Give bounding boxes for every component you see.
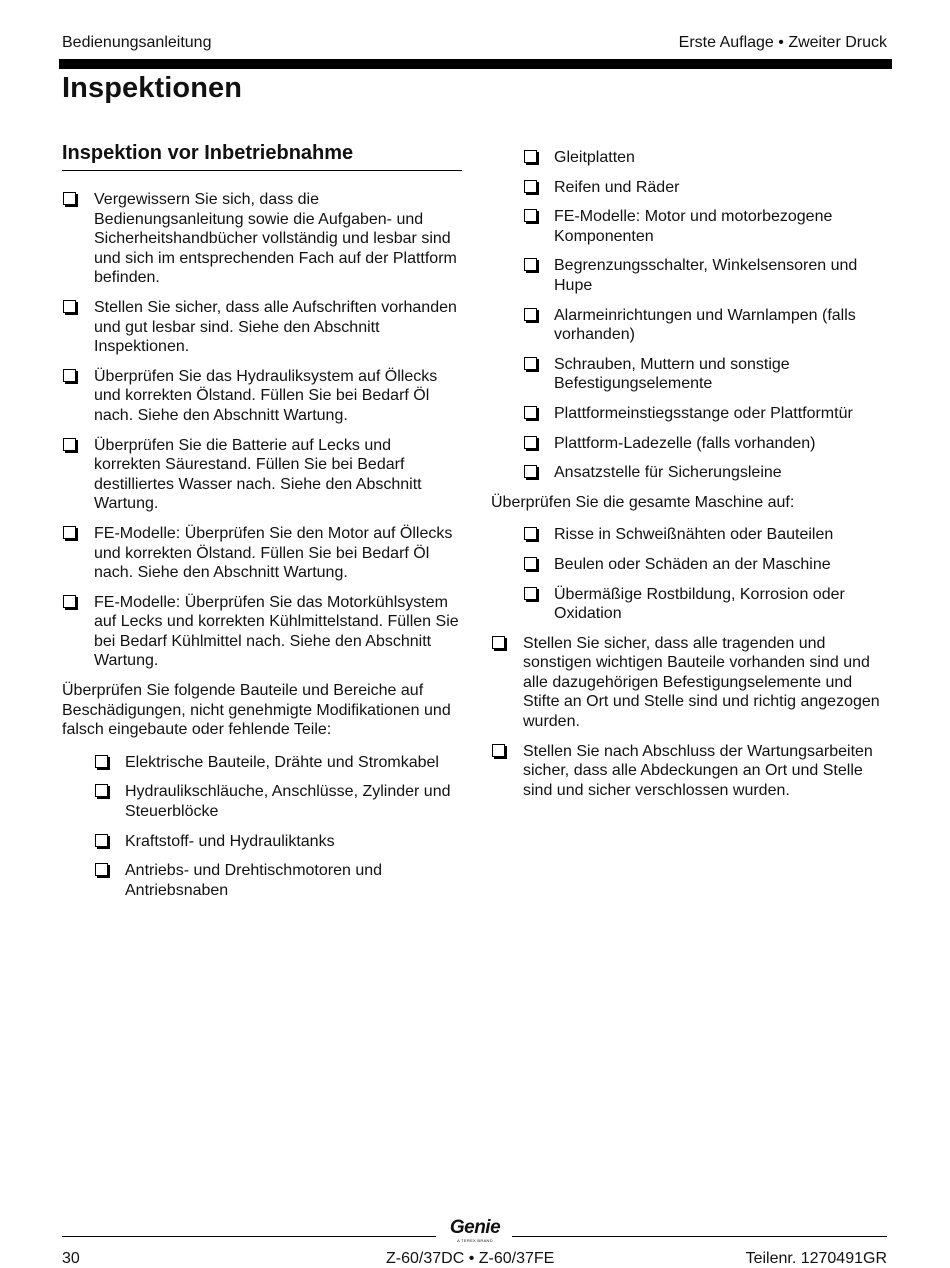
footer-rule-right (512, 1236, 887, 1237)
checkbox-icon[interactable] (524, 527, 537, 540)
checkbox-icon[interactable] (95, 755, 108, 768)
checkbox-icon[interactable] (63, 438, 76, 451)
page-header-right: Erste Auflage • Zweiter Druck (678, 34, 887, 51)
checkbox-icon[interactable] (63, 192, 76, 205)
model-number: Z-60/37DC • Z-60/37FE (386, 1250, 555, 1267)
machine-item (491, 585, 891, 624)
checklist-item-text: Stellen Sie sicher, dass alle Aufschriften vorhanden und gut lesbar sind. Siehe den Abschnitt Inspektionen. (94, 298, 457, 356)
checklist-item (62, 436, 462, 514)
checklist-item (62, 190, 462, 288)
logo-tagline: A TEREX BRAND (457, 1238, 493, 1243)
checkbox-icon[interactable] (95, 834, 108, 847)
checklist-item-text: FE-Modelle: Überprüfen Sie das Motorkühlsystem auf Lecks und korrekten Kühlmittelstand. Füllen Sie bei Bedarf Kühlmittel nach. Siehe den Abschnitt Wartung. (94, 593, 459, 670)
page-title: Inspektionen (62, 72, 243, 104)
machine-item-text: Übermäßige Rostbildung, Korrosion oder Oxidation (554, 585, 845, 623)
component-item-text: FE-Modelle: Motor und motorbezogene Komponenten (554, 208, 833, 245)
checklist-item (62, 367, 462, 426)
component-item (62, 753, 462, 773)
checklist-item-text: Vergewissern Sie sich, dass die Bedienungsanleitung sowie die Aufgaben- und Sicherheitshandbücher vollständig und lesbar sind und sich im entsprechenden Fach auf der Plattform befinden. (94, 191, 457, 287)
checklist-item-text: Überprüfen Sie die Batterie auf Lecks und korrekten Säurestand. Füllen Sie bei Bedarf destilliertes Wasser nach. Siehe den Abschnitt Wartung. (94, 436, 422, 513)
components-intro: Überprüfen Sie folgende Bauteile und Bereiche auf Beschädigungen, nicht genehmigte Modifikationen und falsch eingebaute oder fehlende Teile: (62, 682, 451, 739)
brand-logo (443, 1218, 507, 1243)
page-header-left: Bedienungsanleitung (62, 34, 212, 51)
component-item (491, 148, 891, 168)
component-item-text: Gleitplatten (554, 149, 635, 166)
component-item (491, 355, 891, 394)
checkbox-icon[interactable] (524, 587, 537, 600)
logo-wordmark: Genie (449, 1217, 501, 1238)
checkbox-icon[interactable] (95, 863, 108, 876)
component-item (491, 306, 891, 345)
component-item-text: Antriebs- und Drehtischmotoren und Antriebsnaben (125, 862, 383, 899)
component-item-text: Begrenzungsschalter, Winkelsensoren und Hupe (554, 257, 858, 294)
section-title: Inspektion vor Inbetriebnahme (62, 142, 462, 171)
checkbox-icon[interactable] (524, 209, 537, 222)
component-item (62, 832, 462, 852)
checkbox-icon[interactable] (63, 369, 76, 382)
checkbox-icon[interactable] (492, 636, 505, 649)
left-column (62, 142, 462, 910)
component-item-text: Plattformeinstiegsstange oder Plattformtür (554, 404, 853, 422)
component-item (491, 207, 891, 246)
checklist-item-text: Stellen Sie nach Abschluss der Wartungsarbeiten sicher, dass alle Abdeckungen an Ort und Stelle sind und sicher verschlossen wurden. (523, 742, 873, 799)
checklist-item-text: FE-Modelle: Überprüfen Sie den Motor auf Öllecks und korrekten Ölstand. Füllen Sie bei Bedarf Öl nach. Siehe den Abschnitt Wartung. (94, 524, 453, 582)
component-item-text: Elektrische Bauteile, Drähte und Stromkabel (125, 753, 439, 771)
checklist-item (62, 593, 462, 671)
checklist-item-text: Stellen Sie sicher, dass alle tragenden und sonstigen wichtigen Bauteile vorhanden sind und alle dazugehörigen Befestigungselemente und Stifte an Ort und Stelle sind und richtig angezogen wurden. (523, 634, 880, 731)
checkbox-icon[interactable] (524, 258, 537, 271)
component-item-text: Hydraulikschläuche, Anschlüsse, Zylinder und Steuerblöcke (125, 783, 451, 821)
component-item-text: Alarmeinrichtungen und Warnlampen (falls vorhanden) (554, 306, 856, 344)
checkbox-icon[interactable] (63, 595, 76, 608)
checkbox-icon[interactable] (63, 300, 76, 313)
checkbox-icon[interactable] (492, 744, 505, 757)
checklist-item (491, 742, 891, 801)
page-number: 30 (62, 1250, 80, 1267)
machine-item-text: Beulen oder Schäden an der Maschine (554, 555, 831, 573)
component-item (491, 434, 891, 454)
checklist-item (62, 298, 462, 357)
component-item (62, 782, 462, 821)
checkbox-icon[interactable] (63, 526, 76, 539)
component-item (491, 178, 891, 198)
header-rule (59, 59, 892, 69)
component-item-text: Reifen und Räder (554, 178, 680, 196)
component-item (491, 256, 891, 295)
checkbox-icon[interactable] (524, 406, 537, 419)
checklist-item (491, 634, 891, 732)
machine-item-text: Risse in Schweißnähten oder Bauteilen (554, 526, 834, 544)
checkbox-icon[interactable] (524, 465, 537, 478)
component-item-text: Kraftstoff- und Hydrauliktanks (125, 832, 335, 850)
machine-intro: Überprüfen Sie die gesamte Maschine auf: (491, 493, 795, 511)
component-item (491, 463, 891, 483)
checkbox-icon[interactable] (95, 784, 108, 797)
checkbox-icon[interactable] (524, 557, 537, 570)
checkbox-icon[interactable] (524, 357, 537, 370)
component-item-text: Schrauben, Muttern und sonstige Befestigungselemente (554, 355, 790, 393)
checkbox-icon[interactable] (524, 180, 537, 193)
checklist-item (62, 524, 462, 583)
component-item (62, 861, 462, 900)
checkbox-icon[interactable] (524, 308, 537, 321)
machine-item (491, 525, 891, 545)
checklist-item-text: Überprüfen Sie das Hydrauliksystem auf Öllecks und korrekten Ölstand. Füllen Sie bei Bedarf Öl nach. Siehe den Abschnitt Wartung. (94, 367, 438, 424)
component-item (491, 404, 891, 424)
right-column (491, 148, 891, 810)
machine-item (491, 555, 891, 575)
checkbox-icon[interactable] (524, 150, 537, 163)
component-item-text: Plattform-Ladezelle (falls vorhanden) (554, 434, 816, 452)
footer-rule-left (62, 1236, 436, 1237)
checkbox-icon[interactable] (524, 436, 537, 449)
part-number: Teilenr. 1270491GR (745, 1250, 887, 1267)
component-item-text: Ansatzstelle für Sicherungsleine (554, 464, 782, 482)
